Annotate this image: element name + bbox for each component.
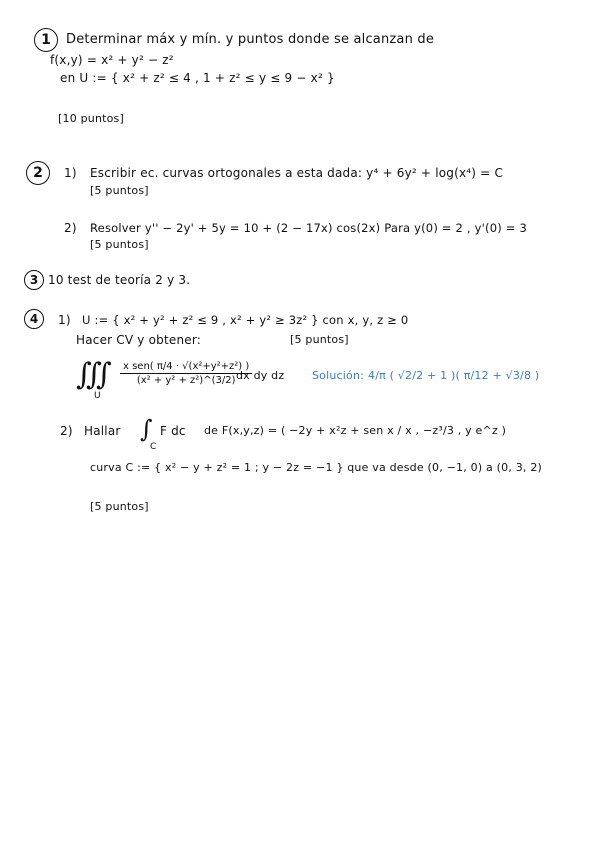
triple-integral-domain: U xyxy=(94,391,101,401)
problem-4-part-1-label: 1) xyxy=(58,313,71,327)
problem-4-part-1-instruction: Hacer CV y obtener: xyxy=(76,333,202,347)
curve-definition: curva C := { x² − y + z² = 1 ; y − 2z = −1 } que va desde (0, −1, 0) a (0, 3, 2) xyxy=(90,461,543,474)
problem-3-text: 10 test de teoría 2 y 3. xyxy=(48,273,191,287)
problem-3-number: 3 xyxy=(24,270,44,290)
problem-4-part-1-points: [5 puntos] xyxy=(290,333,349,346)
line-integral-curve: C xyxy=(150,442,157,452)
integrand-numerator: x sen( π/4 · √(x²+y²+z²) ) xyxy=(120,361,252,374)
problem-2-part-1-text: Escribir ec. curvas ortogonales a esta dada: y⁴ + 6y² + log(x⁴) = C xyxy=(90,166,504,180)
solution-value: 4/π ( √2/2 + 1 )( π/12 + √3/8 ) xyxy=(368,369,540,382)
solution-label: Solución: xyxy=(312,369,365,382)
problem-2-part-2-label: 2) xyxy=(64,221,77,235)
integrand-fraction xyxy=(120,361,252,386)
problem-2-part-1-label: 1) xyxy=(64,166,77,180)
vector-field-definition: de F(x,y,z) = ( −2y + x²z + sen x / x , −z³/3 , y e^z ) xyxy=(204,424,507,437)
problem-4-part-2-points: [5 puntos] xyxy=(90,500,149,513)
problem-1-statement: Determinar máx y mín. y puntos donde se alcanzan de xyxy=(66,32,435,47)
integrand-differential: dx dy dz xyxy=(236,369,285,382)
problem-4-part-2-label: 2) xyxy=(60,424,73,438)
problem-1-number: 1 xyxy=(34,28,58,52)
problem-2-part-1-points: [5 puntos] xyxy=(90,184,149,197)
problem-1-function: f(x,y) = x² + y² − z² xyxy=(50,53,174,67)
problem-4-number: 4 xyxy=(24,309,44,329)
problem-1-points: [10 puntos] xyxy=(58,112,124,125)
problem-1-domain: en U := { x² + z² ≤ 4 , 1 + z² ≤ y ≤ 9 − x² } xyxy=(60,71,335,85)
problem-4-part-1-domain: U := { x² + y² + z² ≤ 9 , x² + y² ≥ 3z² } con x, y, z ≥ 0 xyxy=(82,313,409,327)
integrand-denominator: (x² + y² + z²)^(3/2) xyxy=(136,375,236,386)
problem-4-part-2-verb: Hallar xyxy=(84,424,121,438)
problem-2-part-2-points: [5 puntos] xyxy=(90,238,149,251)
problem-2-number: 2 xyxy=(26,161,50,185)
line-integral-body: F dc xyxy=(160,424,186,438)
problem-2-part-2-text: Resolver y'' − 2y' + 5y = 10 + (2 − 17x) cos(2x) Para y(0) = 2 , y'(0) = 3 xyxy=(90,221,527,235)
line-integral-symbol: ∫ xyxy=(140,415,153,443)
triple-integral-symbol: ∭ xyxy=(76,357,103,392)
